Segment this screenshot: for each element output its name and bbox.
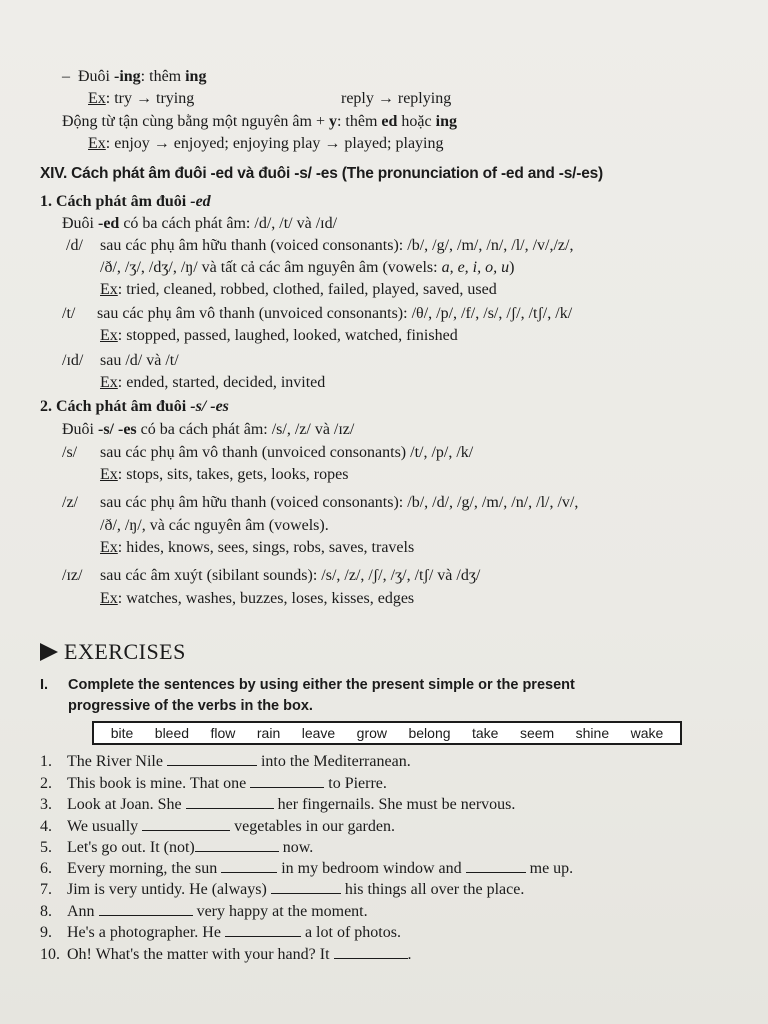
d-example-text: : tried, cleaned, robbed, clothed, failed, played, saved, used — [117, 281, 497, 298]
id-example — [100, 373, 325, 393]
item-number: 3. — [40, 796, 52, 813]
ex-label: Ex — [100, 327, 118, 344]
item-number: 5. — [40, 839, 52, 856]
s-intro-b: -s/ -es — [98, 421, 137, 438]
item-text: Jim is very untidy. He (always) — [67, 881, 271, 898]
ex-label: Ex — [88, 90, 106, 107]
item-text: his things all over the place. — [340, 881, 525, 898]
item-text: Every morning, the sun — [67, 860, 222, 877]
s-example — [100, 465, 348, 485]
item-number: 2. — [40, 775, 52, 792]
exercise-item — [40, 858, 573, 879]
exercise-item — [40, 816, 395, 837]
exercise-item — [40, 773, 387, 794]
exercise-item — [40, 879, 524, 900]
item-number: 6. — [40, 860, 52, 877]
triangle-arrow-icon — [40, 643, 58, 661]
vowel-rule-ed: ed — [381, 113, 398, 130]
answer-blank[interactable] — [466, 858, 526, 873]
s-intro-c: có ba cách phát âm: /s/, /z/ và /ɪz/ — [136, 421, 355, 438]
d-rule-2 — [100, 258, 514, 278]
z-symbol: /z/ — [62, 494, 78, 511]
ed-intro-b: -ed — [98, 215, 120, 232]
item-text: He's a photographer. He — [67, 924, 225, 941]
verb-word: belong — [408, 725, 451, 741]
item-number: 7. — [40, 881, 52, 898]
ed-heading — [40, 192, 211, 212]
answer-blank[interactable] — [334, 944, 408, 959]
verb-word: bleed — [154, 725, 190, 741]
vowel-rule-ing: ing — [435, 113, 457, 130]
vowel-rule-b: : thêm — [336, 113, 382, 130]
vowel-rule-a: Động từ tận cùng bằng một nguyên âm + — [62, 113, 329, 130]
t-example-text: : stopped, passed, laughed, looked, watched, finished — [117, 327, 458, 344]
ex-label: Ex — [100, 466, 118, 483]
d-example — [100, 280, 497, 300]
verb-word: seem — [519, 725, 555, 741]
ing-rule-mid: : thêm — [140, 68, 186, 85]
id-example-text: : ended, started, decided, invited — [117, 374, 326, 391]
d-rule-2b: a, e, i, o, u — [441, 259, 510, 276]
iz-symbol: /ɪz/ — [62, 567, 83, 584]
answer-blank[interactable] — [195, 837, 279, 852]
item-text: to Pierre. — [324, 775, 387, 792]
verb-word: rain — [256, 725, 281, 741]
ed-heading-suffix: -ed — [190, 193, 211, 210]
s-example-text: : stops, sits, takes, gets, looks, ropes — [117, 466, 349, 483]
item-text: vegetables in our garden. — [230, 818, 395, 835]
item-text: The River Nile — [67, 753, 167, 770]
s-heading-text: 2. Cách phát âm đuôi — [40, 398, 191, 415]
ed-intro-c: có ba cách phát âm: /d/, /t/ và /ɪd/ — [119, 215, 338, 232]
iz-example — [100, 589, 414, 609]
item-text: her fingernails. She must be nervous. — [273, 796, 516, 813]
exercises-title: EXERCISES — [64, 639, 186, 664]
instruction-line-1: Complete the sentences by using either the present simple or the present — [68, 677, 575, 693]
id-rule: sau /d/ và /t/ — [100, 352, 179, 369]
ing-example-line — [88, 89, 194, 109]
exercise-item — [40, 837, 313, 858]
d-rule-2c: ) — [509, 259, 515, 276]
item-text: very happy at the moment. — [192, 903, 368, 920]
z-example-text: : hides, knows, sees, sings, robs, saves, travels — [117, 539, 415, 556]
answer-blank[interactable] — [225, 922, 301, 937]
s-intro-a: Đuôi — [62, 421, 98, 438]
item-number: 4. — [40, 818, 52, 835]
vowel-example-line — [88, 134, 444, 154]
iz-rule: sau các âm xuýt (sibilant sounds): /s/, /z/, /ʃ/, /ʒ/, /tʃ/ và /dʒ/ — [100, 567, 481, 584]
s-heading — [40, 397, 229, 417]
ing-suffix: -ing — [114, 68, 141, 85]
t-rule: sau các phụ âm vô thanh (unvoiced consonants): /θ/, /p/, /f/, /s/, /ʃ/, /tʃ/, /k/ — [97, 305, 573, 322]
ed-intro-a: Đuôi — [62, 215, 98, 232]
answer-blank[interactable] — [186, 794, 274, 809]
verb-word: shine — [575, 725, 610, 741]
d-rule-2a: /ð/, /ʒ/, /dʒ/, /ŋ/ và tất cả các âm nguyên âm (vowels: — [100, 259, 442, 276]
t-symbol: /t/ — [62, 305, 76, 322]
z-example — [100, 538, 414, 558]
exercise-item — [40, 901, 368, 922]
exercise-item — [40, 794, 515, 815]
verb-word: grow — [356, 725, 388, 741]
item-text: me up. — [525, 860, 574, 877]
item-text: Oh! What's the matter with your hand? It — [67, 946, 334, 963]
z-rule-2: /ð/, /ŋ/, và các nguyên âm (vowels). — [100, 517, 329, 534]
s-rule: sau các phụ âm vô thanh (unvoiced consonants) /t/, /p/, /k/ — [100, 444, 474, 461]
z-rule-1: sau các phụ âm hữu thanh (voiced consonants): /b/, /d/, /g/, /m/, /n/, /l/, /v/, — [100, 494, 579, 511]
answer-blank[interactable] — [271, 879, 341, 894]
ing-add: ing — [185, 68, 207, 85]
s-heading-suffix: -s/ -es — [190, 398, 229, 415]
d-rule-1: sau các phụ âm hữu thanh (voiced consonants): /b/, /g/, /m/, /n/, /l/, /v/,/z/, — [100, 237, 574, 254]
s-symbol: /s/ — [62, 444, 78, 461]
verb-box — [92, 721, 682, 745]
answer-blank[interactable] — [99, 901, 193, 916]
ed-heading-text: 1. Cách phát âm đuôi — [40, 193, 191, 210]
ex-label: Ex — [100, 374, 118, 391]
ing-example-a: : try → trying — [105, 90, 195, 107]
ex-label: Ex — [100, 539, 118, 556]
exercise-item — [40, 944, 412, 965]
ing-rule-line — [62, 67, 206, 87]
ex-label: Ex — [100, 281, 118, 298]
s-intro — [62, 420, 354, 440]
verb-word: leave — [301, 725, 336, 741]
ing-example-b — [341, 89, 451, 109]
instruction-line-2: progressive of the verbs in the box. — [68, 698, 313, 714]
verb-word: flow — [210, 725, 236, 741]
ex-label: Ex — [88, 135, 106, 152]
item-text: a lot of photos. — [300, 924, 401, 941]
instruction-number: I. — [40, 677, 49, 693]
exercise-item — [40, 751, 411, 772]
item-text: We usually — [67, 818, 143, 835]
answer-blank[interactable] — [221, 858, 277, 873]
verb-word: take — [472, 725, 499, 741]
item-number: 1. — [40, 753, 52, 770]
exercise-item — [40, 922, 401, 943]
d-symbol: /d/ — [66, 237, 83, 254]
item-number: 8. — [40, 903, 52, 920]
vowel-rule-y: y — [328, 113, 337, 130]
item-text: Let's go out. It (not) — [67, 839, 195, 856]
verb-word: bite — [110, 725, 134, 741]
id-symbol: /ɪd/ — [62, 352, 84, 369]
item-text: in my bedroom window and — [277, 860, 466, 877]
ed-intro — [62, 214, 337, 234]
ex-label: Ex — [100, 590, 118, 607]
vowel-y-rule — [62, 112, 457, 132]
item-number: 9. — [40, 924, 52, 941]
answer-blank[interactable] — [142, 816, 230, 831]
item-text: Ann — [67, 903, 99, 920]
t-example — [100, 326, 458, 346]
section-14-title: XIV. Cách phát âm đuôi -ed và đuôi -s/ -es (The pronunciation of -ed and -s/-es) — [40, 165, 604, 182]
item-text: This book is mine. That one — [67, 775, 251, 792]
vowel-example: : enjoy → enjoyed; enjoying play → played; playing — [105, 135, 444, 152]
item-text: into the Mediterranean. — [256, 753, 411, 770]
dash: – — [62, 68, 70, 85]
verb-word: wake — [630, 725, 664, 741]
answer-blank[interactable] — [250, 773, 324, 788]
answer-blank[interactable] — [167, 751, 257, 766]
vowel-rule-c: hoặc — [397, 113, 436, 130]
item-text: Look at Joan. She — [67, 796, 186, 813]
ing-example-b-text: reply → replying — [341, 90, 452, 107]
iz-example-text: : watches, washes, buzzes, loses, kisses, edges — [117, 590, 415, 607]
item-text: now. — [278, 839, 314, 856]
item-text: . — [407, 946, 412, 963]
ing-rule-label: Đuôi — [78, 68, 114, 85]
item-number: 10. — [40, 946, 60, 963]
